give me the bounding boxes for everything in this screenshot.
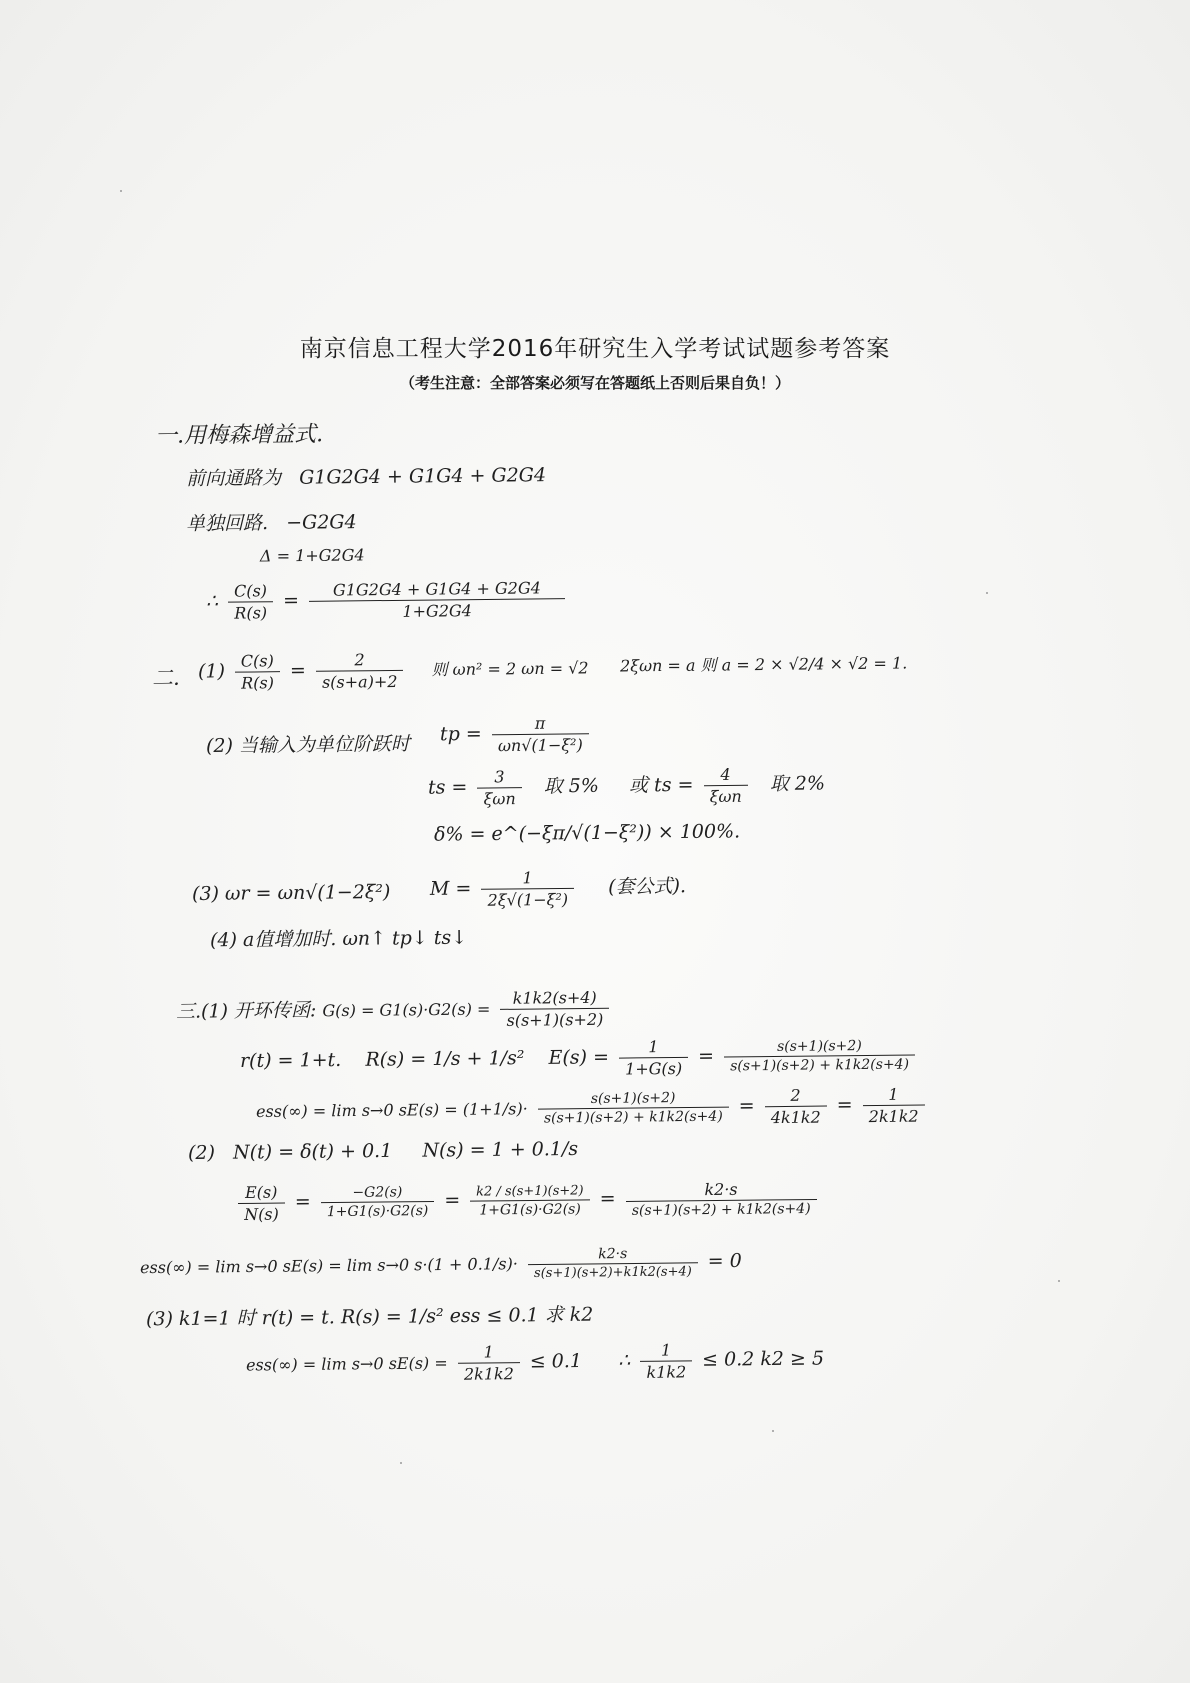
q3-ess-r2-fraction — [862, 1085, 924, 1127]
q3-ess-fraction — [538, 1090, 729, 1127]
q3-es-fraction — [619, 1037, 688, 1079]
q3-ns: N(s) = 1 + 0.1/s — [422, 1137, 579, 1162]
q3-p2-label: (2) — [187, 1141, 216, 1165]
q1-loop: −G2G4 — [286, 511, 357, 534]
q1-delta: Δ = 1+G2G4 — [259, 545, 365, 566]
q3-p3-then-cond: ≤ 0.2 k2 ≥ 5 — [702, 1347, 825, 1371]
q3-en-r-fraction — [625, 1178, 816, 1218]
q1-tf-rhs-den: 1+G2G4 — [402, 601, 473, 621]
q3-en-line — [234, 1177, 821, 1224]
scan-speck — [986, 592, 988, 594]
q3-es-eq: = — [697, 1045, 715, 1068]
q3-en-lhs-den: N(s) — [244, 1204, 279, 1224]
q3-essn-num: k2·s — [528, 1245, 698, 1265]
q2-p1-zeta: 2ξωn = a 则 a = 2 × √2/4 × √2 = 1. — [619, 653, 908, 676]
q3-essn-res: = 0 — [707, 1249, 742, 1273]
q2-p1-label: (1) — [197, 660, 226, 683]
q2-p1-rhs-den: s(s+a)+2 — [321, 671, 398, 692]
scan-speck — [400, 1462, 402, 1464]
q2-ts-num: 3 — [477, 767, 521, 788]
q2-p3: (3) ωr = ωn√(1−2ξ²) — [191, 880, 391, 906]
scan-speck — [772, 1430, 774, 1432]
q3-ess-r1-den: 4k1k2 — [770, 1107, 821, 1128]
page-title: 南京信息工程大学2016年研究生入学考试试题参考答案 — [299, 336, 891, 362]
q3-es-den: 1+G(s) — [625, 1058, 683, 1079]
q3-essn-line — [140, 1245, 742, 1285]
q3-p3-ess-cond: ≤ 0.1 — [529, 1350, 583, 1373]
q3-g-lhs: G(s) = G1(s)·G2(s) = — [322, 999, 491, 1021]
q1-tf-lhs-den: R(s) — [234, 603, 268, 623]
q2-ts-den: ξωn — [483, 789, 516, 809]
q3-ess-r2-num: 1 — [862, 1085, 924, 1107]
q3-en-eq: = — [294, 1190, 311, 1213]
q3-p3-then-den: k1k2 — [646, 1362, 687, 1382]
q3-g-fraction — [500, 988, 609, 1030]
q1-transfer-function — [206, 578, 569, 623]
q2-ts-cond: 取 5% — [543, 774, 599, 798]
q1-tf-lhs-num: C(s) — [228, 581, 273, 602]
q3-ess-eq: = — [738, 1094, 755, 1117]
q3-en-eq3: = — [599, 1187, 616, 1210]
q1-tf-lhs-fraction — [228, 581, 273, 622]
q2-mr — [430, 867, 686, 911]
q2-p4: (4) a值增加时. ωn↑ tp↓ ts↓ — [209, 926, 468, 952]
q3-ess-num: s(s+1)(s+2) — [538, 1090, 729, 1110]
q3-es-rhs-num: s(s+1)(s+2) — [724, 1037, 915, 1057]
q1-tf-prefix: ∴ — [205, 590, 219, 613]
q3-es-rhs-den: s(s+1)(s+2) + k1k2(s+4) — [730, 1056, 910, 1075]
q3-essn-den: s(s+1)(s+2)+k1k2(s+4) — [533, 1264, 692, 1282]
q3-input: r(t) = 1+t. — [239, 1048, 342, 1073]
q1-forward-label: 前向通路为 — [185, 466, 282, 490]
q2-ts2-den: ξωn — [709, 786, 742, 807]
q3-g-num: k1k2(s+4) — [500, 988, 609, 1010]
q3-en-r-den: s(s+1)(s+2) + k1k2(s+4) — [631, 1200, 811, 1219]
q1-forward-paths-line — [186, 460, 546, 491]
q3-p3-ess-line — [246, 1339, 824, 1386]
q2-ts2-lhs: 或 ts = — [628, 773, 694, 797]
q2-tp — [440, 713, 593, 756]
q3-open-loop — [176, 988, 614, 1034]
q3-essn-fraction — [528, 1245, 698, 1281]
q3-input-line — [240, 1034, 919, 1082]
scan-speck — [120, 190, 122, 192]
q3-nt: N(t) = δ(t) + 0.1 — [232, 1139, 393, 1164]
q3-es-rhs-fraction — [724, 1037, 915, 1074]
exam-notice: （考生注意：全部答案必须写在答题纸上否则后果自负！） — [399, 374, 790, 392]
q3-p3-then: ∴ — [618, 1349, 631, 1372]
q3-p3: (3) k1=1 时 r(t) = t. R(s) = 1/s² ess ≤ 0.1 求 k2 — [145, 1303, 594, 1331]
q1-loop-line — [186, 507, 357, 536]
q3-p3-ess-fraction — [458, 1342, 520, 1384]
q2-p1-rhs-fraction — [316, 650, 404, 692]
q3-heading: 三.(1) 开环传函: — [175, 999, 317, 1023]
q2-p1-lhs-fraction — [235, 651, 280, 692]
q2-tp-fraction — [492, 713, 589, 755]
q3-p3-then-num: 1 — [640, 1340, 692, 1362]
q2-p1-rhs-num: 2 — [316, 650, 404, 672]
q3-ess-line — [256, 1084, 929, 1132]
q1-tf-eq: = — [283, 589, 300, 612]
q3-en-eq2: = — [444, 1189, 461, 1212]
q2-heading: 二. — [151, 665, 180, 691]
q2-ts2-num: 4 — [703, 765, 747, 786]
q2-p2-label: (2) 当输入为单位阶跃时 — [205, 732, 411, 758]
q3-en-r-num: k2·s — [625, 1178, 816, 1201]
q3-en-m2-num: k2 / s(s+1)(s+2) — [470, 1183, 590, 1201]
q3-en-m1-fraction — [321, 1184, 435, 1220]
q3-p2-line — [188, 1138, 578, 1164]
q3-ess-r1-fraction — [764, 1086, 826, 1128]
q3-p3-then-fraction — [640, 1340, 692, 1382]
q3-en-m1-den: 1+G1(s)·G2(s) — [326, 1203, 429, 1221]
q2-ts2-fraction — [703, 765, 748, 806]
q2-p1-eq: = — [289, 659, 306, 682]
q2-mr-lhs: M = — [429, 877, 472, 900]
q2-ts-lhs: ts = — [427, 776, 468, 799]
q3-p3-ess-num: 1 — [458, 1342, 520, 1364]
q3-en-m1-num: −G2(s) — [321, 1184, 435, 1203]
q2-tp-num: π — [492, 713, 589, 735]
q2-mr-num: 1 — [481, 868, 574, 890]
q2-mr-fraction — [481, 868, 574, 910]
q3-p3-ess-den: 2k1k2 — [463, 1364, 514, 1384]
q2-mr-note: (套公式). — [608, 875, 687, 898]
q2-ts2-cond: 取 2% — [769, 772, 826, 795]
q3-en-m2-den: 1+G1(s)·G2(s) — [479, 1200, 581, 1219]
q3-ess-den: s(s+1)(s+2) + k1k2(s+4) — [543, 1108, 723, 1127]
q1-heading: 一.用梅森增益式. — [154, 422, 324, 449]
q2-p1-lhs-den: R(s) — [241, 673, 275, 693]
q2-overshoot: δ% = e^(−ξπ/√(1−ξ²)) × 100%. — [433, 820, 741, 846]
q2-tp-den: ωn√(1−ξ²) — [497, 735, 583, 756]
q3-p3-ess-lhs: ess(∞) = lim s→0 sE(s) = — [245, 1353, 448, 1375]
q1-forward-paths: G1G2G4 + G1G4 + G2G4 — [299, 464, 547, 489]
q3-en-m2-fraction — [470, 1183, 590, 1218]
q2-ts-fraction — [477, 767, 522, 808]
q3-g-den: s(s+1)(s+2) — [506, 1009, 604, 1030]
q3-ess-eq2: = — [836, 1093, 853, 1116]
q3-rs: R(s) = 1/s + 1/s² — [365, 1047, 525, 1071]
q2-part1 — [198, 648, 589, 693]
q2-p1-then: 则 ωn² = 2 ωn = √2 — [431, 658, 589, 680]
q3-ess-lhs: ess(∞) = lim s→0 sE(s) = (1+1/s)· — [255, 1099, 528, 1122]
q3-es-num: 1 — [619, 1037, 688, 1059]
q3-es-lhs: E(s) = — [548, 1046, 610, 1069]
q1-tf-rhs-num: G1G2G4 + G1G4 + G2G4 — [309, 578, 565, 602]
q3-en-lhs-fraction — [238, 1183, 285, 1224]
q3-essn-lhs: ess(∞) = lim s→0 sE(s) = lim s→0 s·(1 + 0.1/s)· — [139, 1254, 518, 1278]
q2-p1-lhs-num: C(s) — [235, 651, 280, 672]
q2-ts — [428, 764, 825, 809]
q3-ess-r2-den: 2k1k2 — [868, 1106, 919, 1127]
q1-tf-rhs-fraction — [309, 578, 565, 622]
q2-tp-lhs: tp = — [439, 722, 482, 746]
scan-speck — [1058, 1280, 1060, 1282]
q3-ess-r1-num: 2 — [764, 1086, 826, 1108]
q2-mr-den: 2ξ√(1−ξ²) — [487, 889, 569, 910]
q1-loop-label: 单独回路. — [185, 512, 269, 535]
q3-en-lhs-num: E(s) — [238, 1183, 285, 1204]
